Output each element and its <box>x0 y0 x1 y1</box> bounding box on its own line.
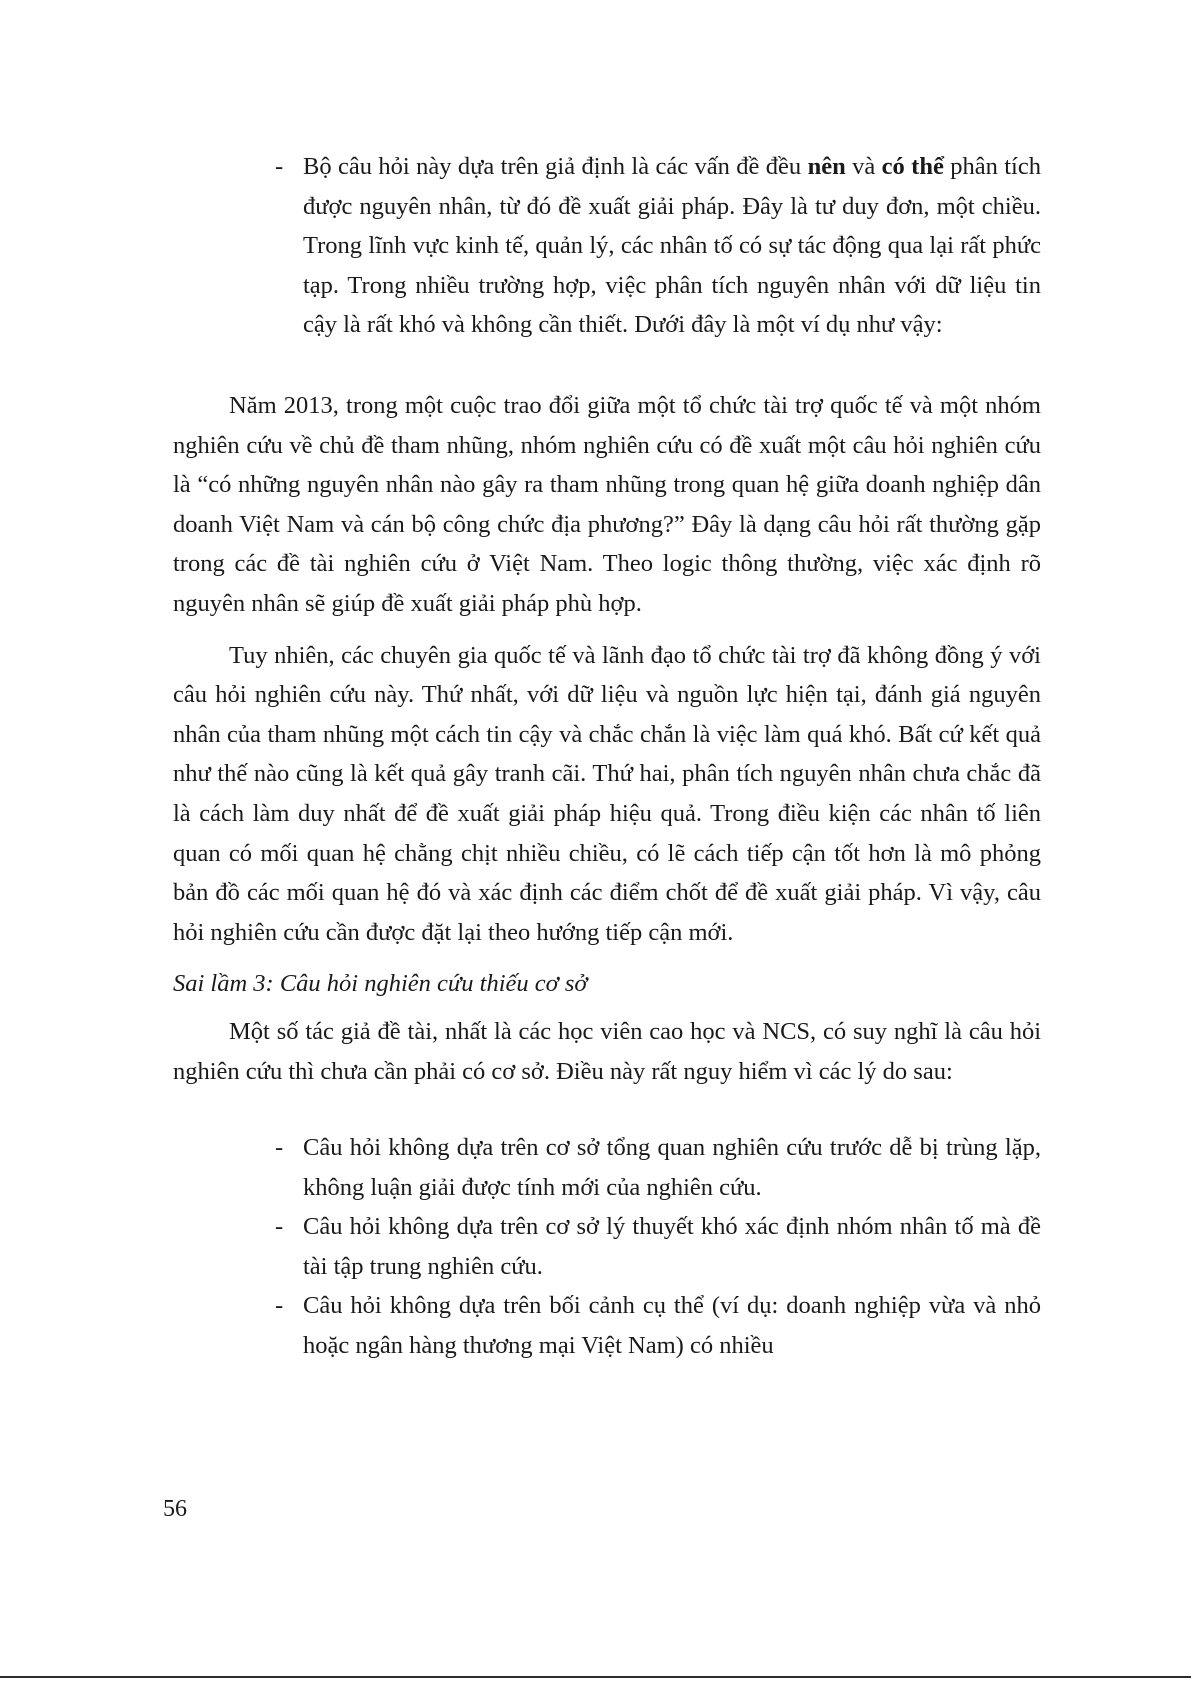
page-number: 56 <box>163 1496 187 1522</box>
bullet-text: và <box>845 153 882 180</box>
body-text <box>173 386 1041 1103</box>
bullet-text: Câu hỏi không dựa trên cơ sở tổng quan nghiên cứu trước dễ bị trùng lặp, không luận giải được tính mới của nghiên cứu. <box>303 1134 1041 1201</box>
bullet-text: Bộ câu hỏi này dựa trên giả định là các vấn đề đều <box>303 153 808 180</box>
bullet-dash: - <box>275 153 284 180</box>
reasons-bullet-list <box>173 1128 1041 1366</box>
paragraph: Năm 2013, trong một cuộc trao đổi giữa một tổ chức tài trợ quốc tế và một nhóm nghiên cứu về chủ đề tham nhũng, nhóm nghiên cứu có đề xuất một câu hỏi nghiên cứu là “có những nguyên nhân nào gây ra tham nhũng trong quan hệ giữa doanh nghiệp dân doanh Việt Nam và cán bộ công chức địa phương?” Đây là dạng câu hỏi rất thường gặp trong các đề tài nghiên cứu ở Việt Nam. Theo logic thông thường, việc xác định rõ nguyên nhân sẽ giúp đề xuất giải pháp phù hợp. <box>173 392 1041 617</box>
bullet-item <box>173 1286 1041 1365</box>
bullet-dash: - <box>275 1134 284 1161</box>
bottom-rule <box>0 1676 1191 1678</box>
paragraph: Tuy nhiên, các chuyên gia quốc tế và lãnh đạo tổ chức tài trợ đã không đồng ý với câu hỏi nghiên cứu này. Thứ nhất, với dữ liệu và nguồn lực hiện tại, đánh giá nguyên nhân của tham nhũng một cách tin cậy và chắc chắn là việc làm quá khó. Bất cứ kết quả như thế nào cũng là kết quả gây tranh cãi. Thứ hai, phân tích nguyên nhân chưa chắc đã là cách làm duy nhất để đề xuất giải pháp hiệu quả. Trong điều kiện các nhân tố liên quan có mối quan hệ chằng chịt nhiều chiều, có lẽ cách tiếp cận tốt hơn là mô phỏng bản đồ các mối quan hệ đó và xác định các điểm chốt để đề xuất giải pháp. Vì vậy, câu hỏi nghiên cứu cần được đặt lại theo hướng tiếp cận mới. <box>173 641 1041 946</box>
bullet-text: Câu hỏi không dựa trên bối cảnh cụ thể (ví dụ: doanh nghiệp vừa và nhỏ hoặc ngân hàng thương mại Việt Nam) có nhiều <box>303 1292 1041 1359</box>
bold-term: có thể <box>881 153 944 180</box>
bullet-text: Câu hỏi không dựa trên cơ sở lý thuyết khó xác định nhóm nhân tố mà đề tài tập trung nghiên cứu. <box>303 1213 1041 1280</box>
bullet-text: phân tích được nguyên nhân, từ đó đề xuất giải pháp. Đây là tư duy đơn, một chiều. Trong lĩnh vực kinh tế, quản lý, các nhân tố có sự tác động qua lại rất phức tạp. Trong nhiều trường hợp, việc phân tích nguyên nhân với dữ liệu tin cậy là rất khó và không cần thiết. Dưới đây là một ví dụ như vậy: <box>303 153 1041 339</box>
bullet-item <box>173 1128 1041 1207</box>
top-bullet-list <box>173 147 1041 345</box>
bullet-item <box>173 147 1041 345</box>
bullet-dash: - <box>275 1292 284 1320</box>
bullet-dash: - <box>275 1213 284 1241</box>
section-heading: Sai lầm 3: Câu hỏi nghiên cứu thiếu cơ sở <box>173 970 588 998</box>
bold-term: nên <box>807 153 846 180</box>
paragraph: Một số tác giả đề tài, nhất là các học viên cao học và NCS, có suy nghĩ là câu hỏi nghiên cứu thì chưa cần phải có cơ sở. Điều này rất nguy hiểm vì các lý do sau: <box>173 1017 1041 1085</box>
bullet-item <box>173 1207 1041 1286</box>
